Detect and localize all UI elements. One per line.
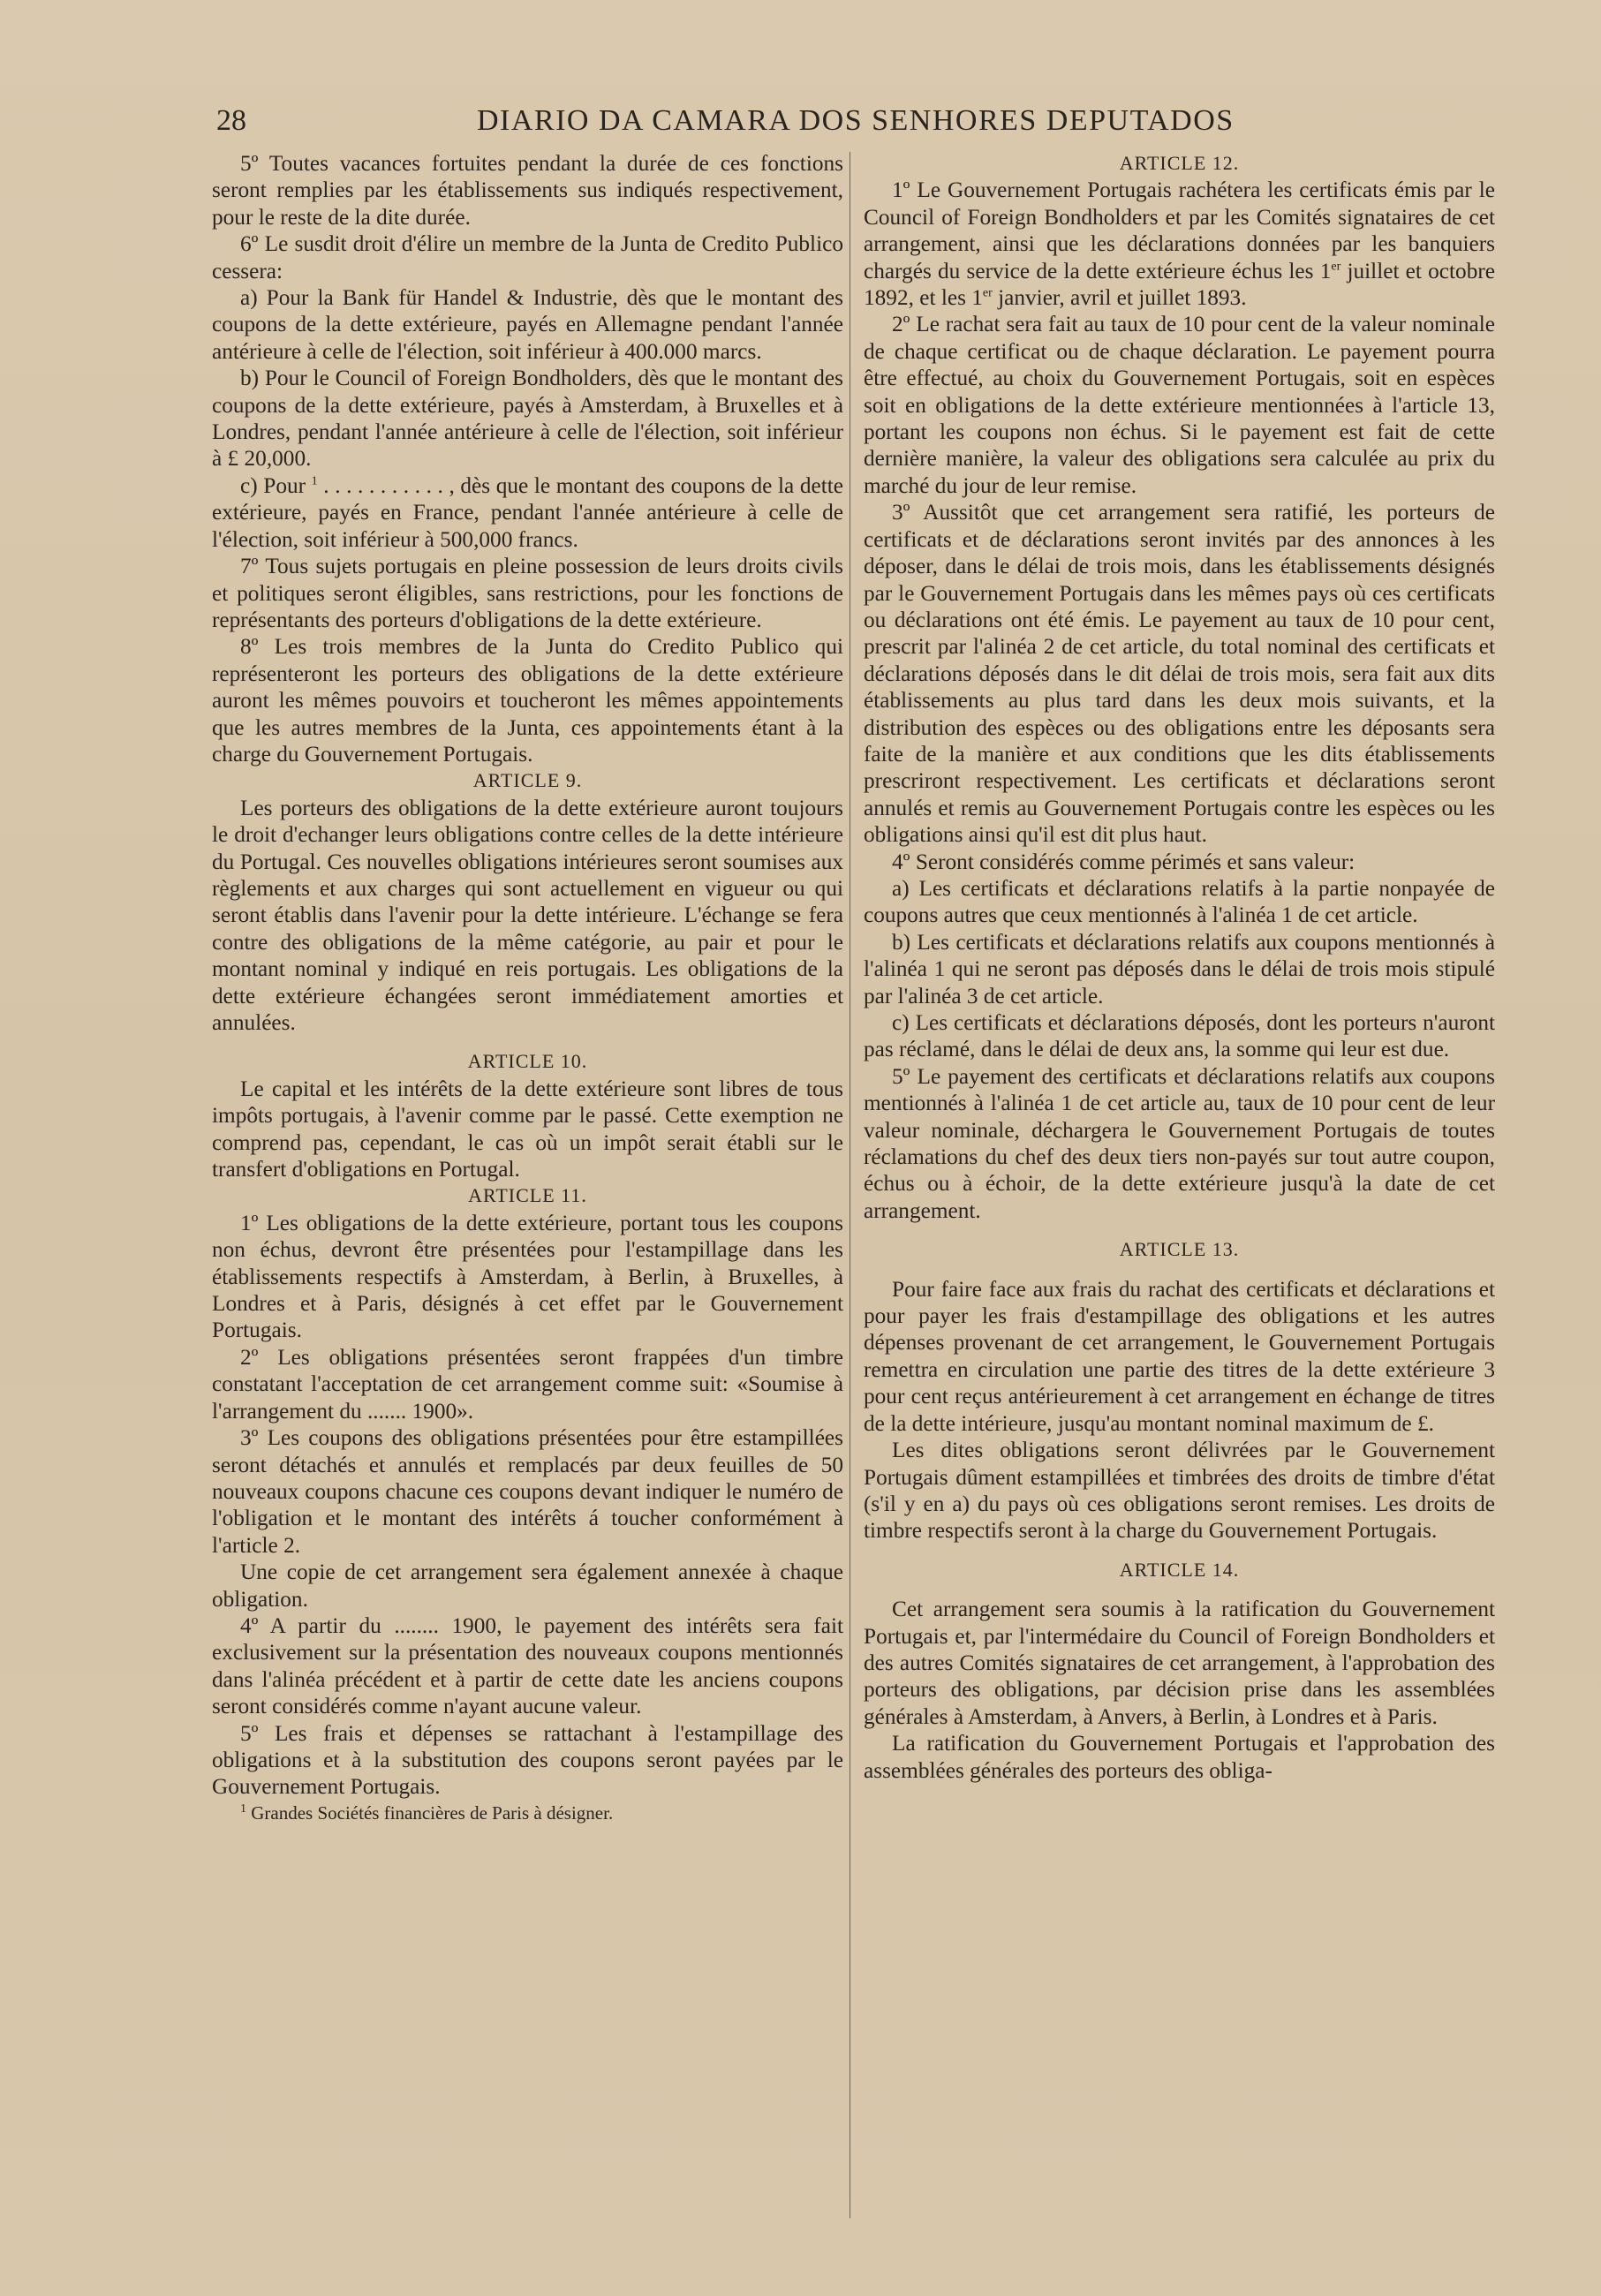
text-run: janvier, avril et juillet 1893. xyxy=(992,285,1247,311)
article-heading: ARTICLE 12. xyxy=(1119,152,1240,174)
paragraph: 3º Aussitôt que cet arrangement sera ratifié, les porteurs de certificats et de déclarations seront invités par des annonces à les déposer, dans le délai de trois mois, dans les établissements désignés par le Gouvernement Portugais dans les mêmes pays où ces certificats ou déclarations ont été émis. Le payement au taux de 10 pour cent, prescrit par l'alinéa 2 de cet article, du total nominal des certificats et déclarations déposés dans le dit délai de trois mois, sera fait aux dits établissements au plus tard dans les deux mois suivants, et la distribution des espèces ou des obligations entre les déposants sera faite de la manière et aux conditions que les dits établissements prescriront respectivement. Les certificats et déclarations seront annulés et remis au Gouvernement Portugais contre les espèces ou les obligations ainsi qu'il est dit plus haut. xyxy=(864,500,1495,848)
paragraph: 7º Tous sujets portugais en pleine possession de leurs droits civils et politiques seront éligibles, sans restrictions, pour les fonctions de représentants des porteurs d'obligations de la dette extérieure. xyxy=(212,554,843,632)
paragraph: 1º Les obligations de la dette extérieure, portant tous les coupons non échus, devront être présentées pour l'estampillage dans les établissements respectifs à Amsterdam, à Berlin, à Bruxelles, à Londres et à Paris, désignés à cet effet par le Gouvernement Portugais. xyxy=(212,1210,843,1343)
footnote-mark: 1 xyxy=(240,1801,246,1816)
article-heading: ARTICLE 11. xyxy=(468,1184,587,1207)
paragraph: 4º Seront considérés comme périmés et sans valeur: xyxy=(892,849,1356,874)
left-column xyxy=(212,150,843,1825)
page-header xyxy=(216,104,1250,150)
text-run: . . . . . . . . . . . , dès que le montant des coupons de la dette extérieure, payés en France, pendant l'année antérieure à celle de l'élection, soit inférieur à 500,000 francs. xyxy=(212,472,843,552)
page-number: 28 xyxy=(216,104,246,137)
journal-title: DIARIO DA CAMARA DOS SENHORES DEPUTADOS xyxy=(477,104,1235,137)
article-heading: ARTICLE 9. xyxy=(472,769,583,792)
footnote-ref: 1 xyxy=(311,474,318,488)
paragraph: 2º Les obligations présentées seront frappées d'un timbre constatant l'acceptation de cet arrangement comme suit: «Soumise à l'arrangement du ....... 1900». xyxy=(212,1344,843,1424)
paragraph: 5º Toutes vacances fortuites pendant la durée de ces fonctions seront remplies par les établissements sus indiqués respectivement, pour le reste de la dite durée. xyxy=(212,151,843,230)
paragraph: Le capital et les intérêts de la dette extérieure sont libres de tous impôts portugais, à l'avenir comme par le passé. Cette exemption ne comprend pas, cependant, le cas où un impôt serait établi sur le transfert d'obligations en Portugal. xyxy=(212,1076,843,1182)
paragraph: 6º Le susdit droit d'élire un membre de la Junta de Credito Publico cessera: xyxy=(212,231,843,283)
article-heading: ARTICLE 10. xyxy=(467,1050,588,1073)
text-run: c) Pour xyxy=(240,472,306,498)
text-run: 1º Le Gouvernement Portugais rachétera les certificats émis par le Council of Foreign Bondholders et par les Comités signataires de cet arrangement, ainsi que les déclarations données par les banquiers chargés du service de la dette extérieure échus les 1 xyxy=(864,177,1495,283)
paragraph: 4º A partir du ........ 1900, le payement des intérêts sera fait exclusivement sur la présentation des nouveaux coupons mentionnés dans l'alinéa précédent et à partir de cette date les anciens coupons seront considérés comme n'ayant aucune valeur. xyxy=(212,1612,843,1719)
paragraph: La ratification du Gouvernement Portugais et l'approbation des assemblées générales des porteurs des obliga- xyxy=(864,1731,1495,1783)
paragraph: 5º Le payement des certificats et déclarations relatifs aux coupons mentionnés à l'alinéa 1 de cet article au, taux de 10 pour cent de leur valeur nominale, déchargera le Gouvernement Portugais de toutes réclamations du chef des deux tiers non-payés sur tout autre coupon, échus ou à échoir, de la dette extérieure jusqu'à la date de cet arrangement. xyxy=(864,1063,1495,1223)
paragraph: Pour faire face aux frais du rachat des certificats et déclarations et pour payer les frais d'estampillage des obligations et les autres dépenses provenant de cet arrangement, le Gouvernement Portugais remettra en circulation une partie des titres de la dette extérieure 3 pour cent reçus antérieurement à cet arrangement en échange de titres de la dette intérieure, jusqu'au montant nominal maximum de £. xyxy=(864,1276,1495,1436)
paragraph: c) Les certificats et déclarations déposés, dont les porteurs n'auront pas réclamé, dans le délai de deux ans, la somme qui leur est due. xyxy=(864,1010,1495,1062)
paragraph: 8º Les trois membres de la Junta do Credito Publico qui représenteront les porteurs des obligations de la dette extérieure auront les mêmes pouvoirs et toucheront les mêmes appointements que les autres membres de la Junta, ces appointements étant à la charge du Gouvernement Portugais. xyxy=(212,634,843,767)
footnote-text: Grandes Sociétés financières de Paris à désigner. xyxy=(246,1801,614,1824)
article-heading: ARTICLE 14. xyxy=(1119,1558,1240,1581)
paragraph: 3º Les coupons des obligations présentées pour être estampillées seront détachés et annulés et remplacés par deux feuilles de 50 nouveaux coupons chacune ces coupons devant indiquer le numéro de l'obligation et le montant des intérêts á toucher conformément à l'article 2. xyxy=(212,1425,843,1558)
paragraph: Les dites obligations seront délivrées par le Gouvernement Portugais dûment estampillées et timbrées des droits de timbre d'état (s'il y en a) du pays où ces obligations seront remises. Les droits de timbre respectifs seront à la charge du Gouvernement Portugais. xyxy=(864,1438,1495,1544)
paragraph: Cet arrangement sera soumis à la ratification du Gouvernement Portugais et, par l'intermédaire du Council of Foreign Bondholders et des autres Comités signataires de cet arrangement, à l'approbation des porteurs des obligations, par décision prise dans les assemblées générales à Amsterdam, à Anvers, à Berlin, à Londres et à Paris. xyxy=(864,1597,1495,1729)
paragraph: a) Les certificats et déclarations relatifs à la partie nonpayée de coupons autres que ceux mentionnés à l'alinéa 1 de cet article. xyxy=(864,875,1495,928)
paragraph xyxy=(212,472,843,553)
text-run: juillet et octobre 1892, et les 1 xyxy=(864,258,1496,311)
superscript: er xyxy=(1331,260,1341,274)
superscript: er xyxy=(982,286,993,300)
paragraph: b) Pour le Council of Foreign Bondholders, dès que le montant des coupons de la dette extérieure, payés à Amsterdam, à Bruxelles et à Londres, pendant l'année antérieure à celle de l'élection, soit inférieur à £ 20,000. xyxy=(212,366,843,472)
article-heading: ARTICLE 13. xyxy=(1119,1238,1240,1261)
paragraph: 2º Le rachat sera fait au taux de 10 pour cent de la valeur nominale de chaque certificat ou de chaque déclaration. Le payement pourra être effectué, au choix du Gouvernement Portugais, soit en espèces soit en obligations de la dette extérieure mentionnées à l'article 13, portant les coupons non échus. Si le payement est fait de cette dernière manière, la valeur des obligations sera calculée au prix du marché du jour de leur remise. xyxy=(864,312,1495,498)
footnote xyxy=(212,1801,843,1825)
paragraph: 5º Les frais et dépenses se rattachant à l'estampillage des obligations et à la substitution des coupons seront payées par le Gouvernement Portugais. xyxy=(212,1720,843,1800)
paragraph: b) Les certificats et déclarations relatifs aux coupons mentionnés à l'alinéa 1 qui ne seront pas déposés dans le délai de trois mois stipulé par l'alinéa 3 de cet article. xyxy=(864,929,1495,1008)
paragraph: Une copie de cet arrangement sera également annexée à chaque obligation. xyxy=(212,1560,843,1612)
paragraph xyxy=(864,177,1495,311)
paragraph: Les porteurs des obligations de la dette extérieure auront toujours le droit d'echanger leurs obligations contre celles de la dette intérieure du Portugal. Ces nouvelles obligations intérieures seront soumises aux règlements et aux charges qui sont actuellement en vigueur ou qui seront établis dans l'avenir pour la dette intérieure. L'échange se fera contre des obligations de la même catégorie, au pair et pour le montant nominal y indiqué en reis portugais. Les obligations de la dette extérieure échangées seront immédiatement amorties et annulées. xyxy=(212,795,843,1035)
right-column xyxy=(864,150,1495,1784)
paragraph: a) Pour la Bank für Handel & Industrie, dès que le montant des coupons de la dette extérieure, payés en Allemagne pendant l'année antérieure à celle de l'élection, soit inférieur à 400.000 marcs. xyxy=(212,285,843,364)
